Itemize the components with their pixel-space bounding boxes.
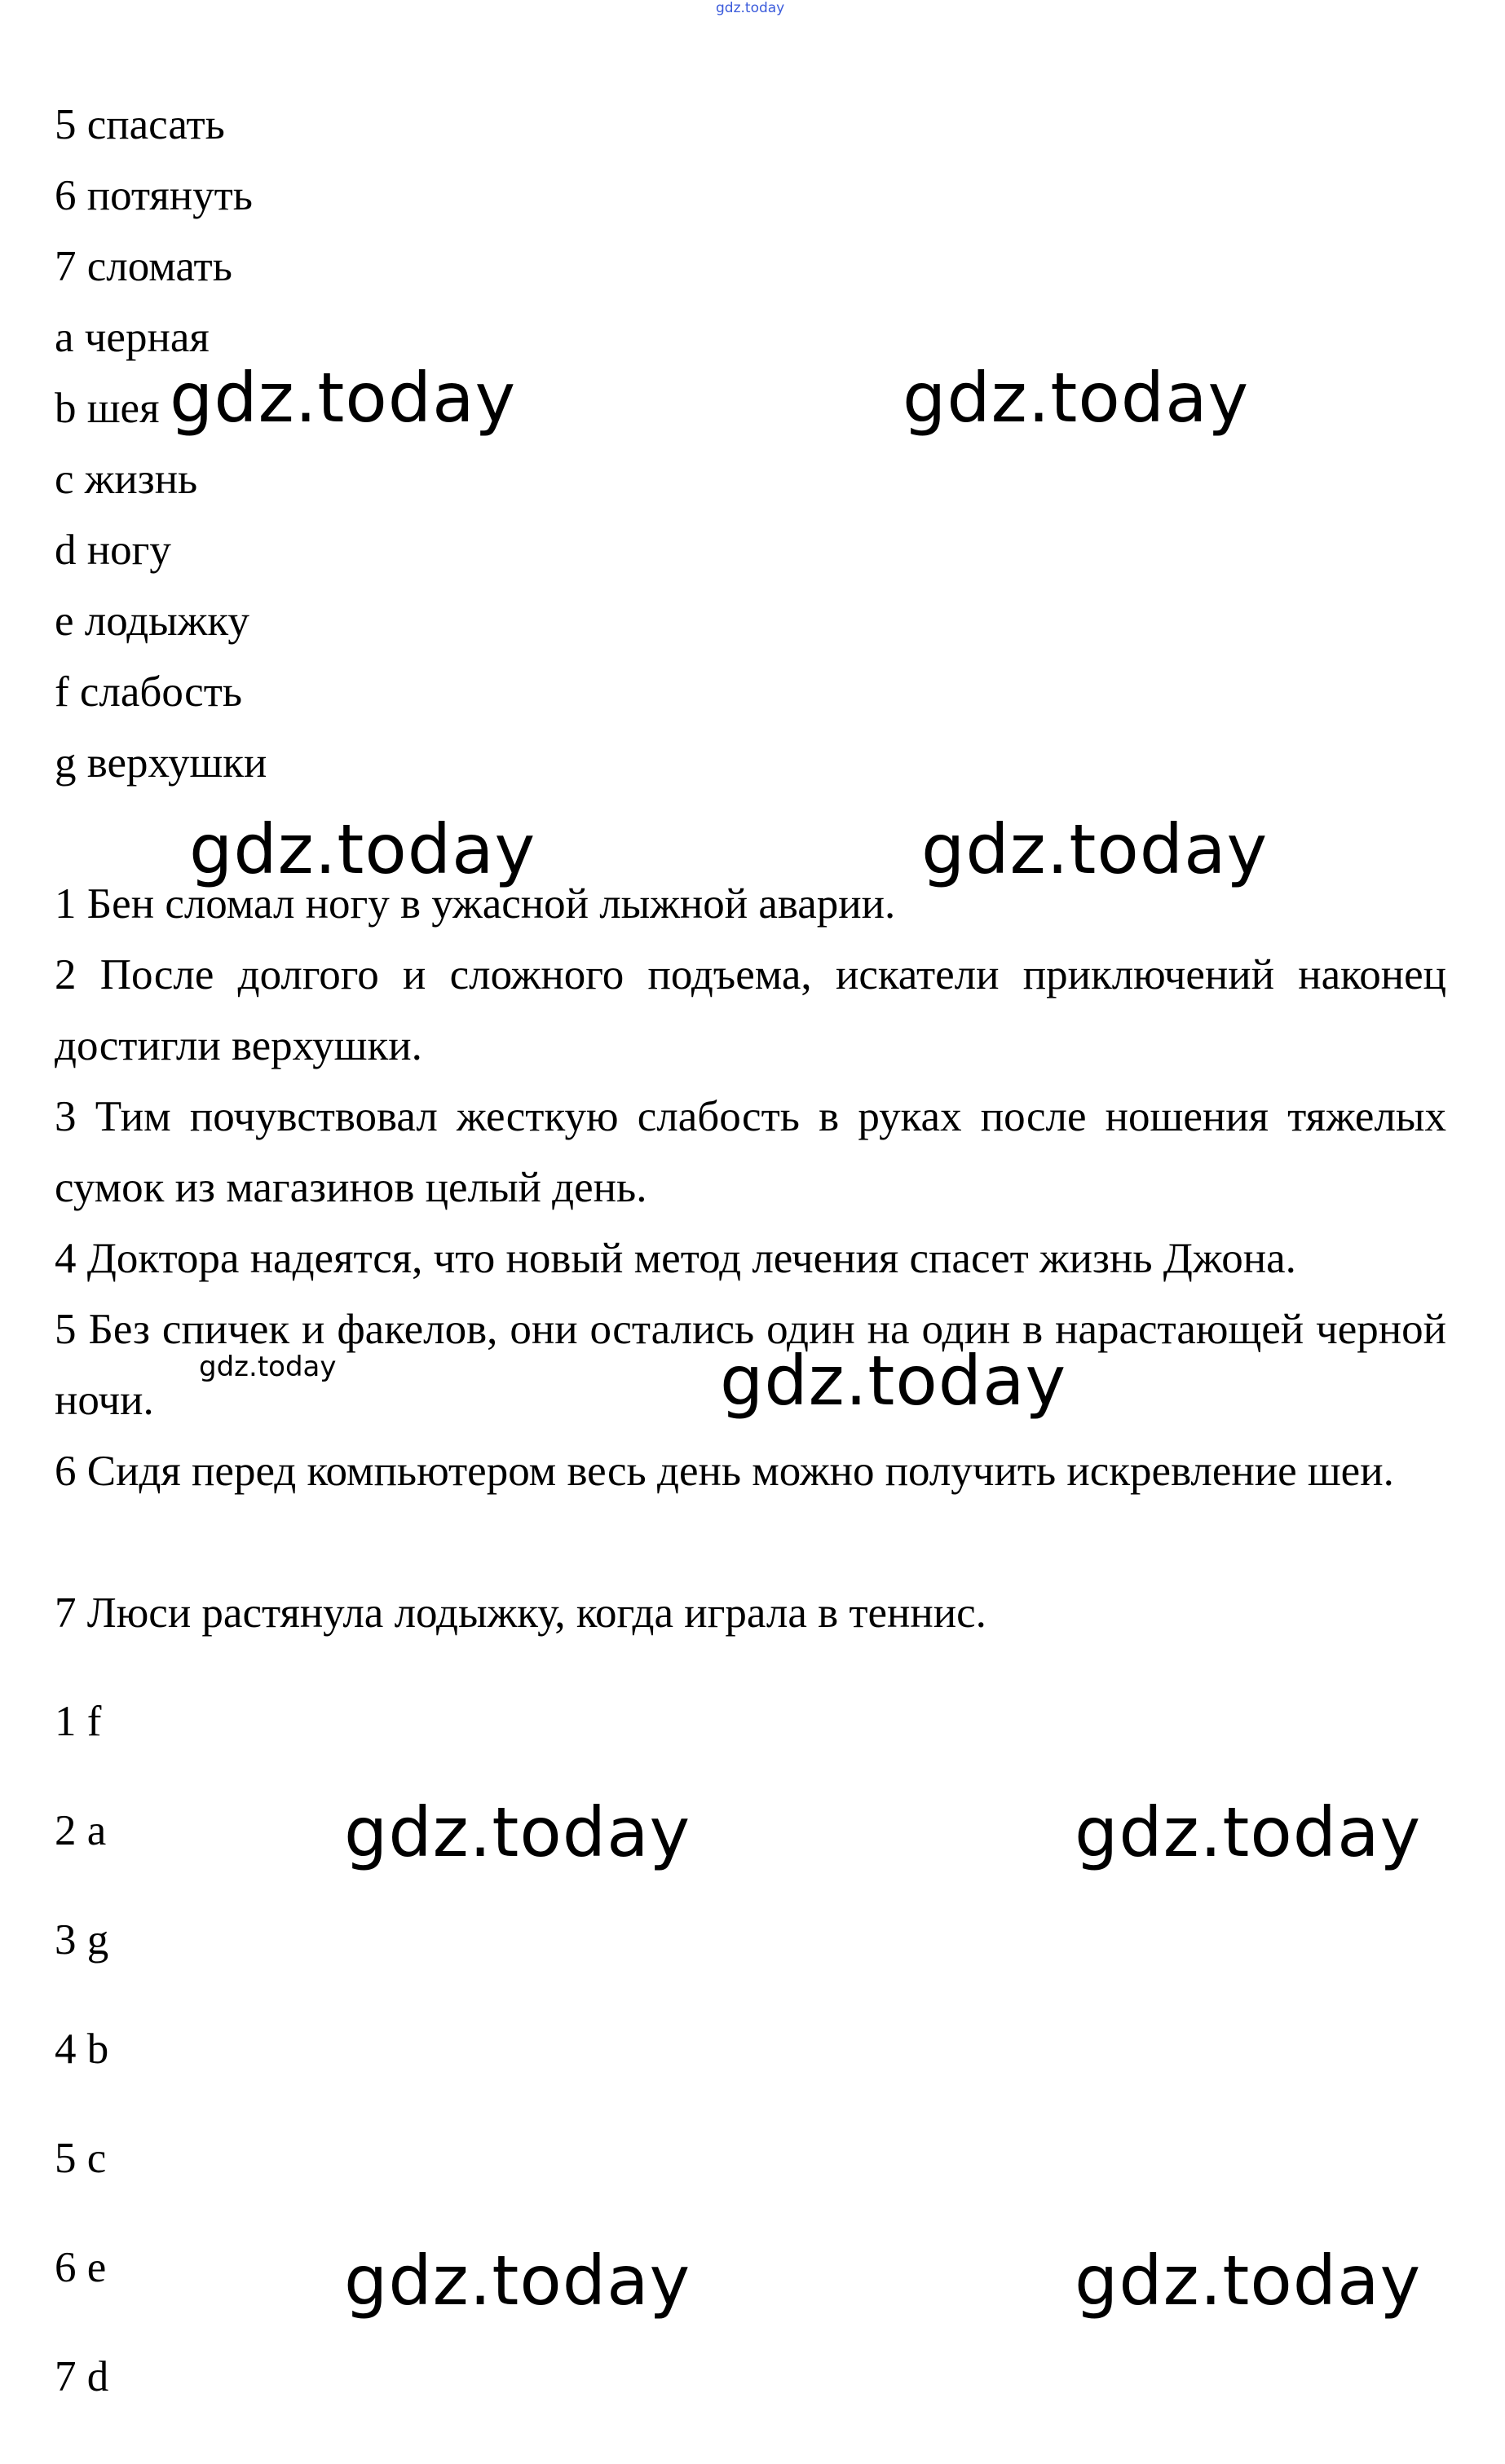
watermark: gdz.today xyxy=(720,1341,1067,1421)
watermark: gdz.today xyxy=(903,358,1250,438)
word-list-item: 6 потянуть xyxy=(55,172,253,219)
answer-item: 2 a xyxy=(55,1807,107,1854)
header-watermark: gdz.today xyxy=(716,0,785,16)
sentence: 4 Доктора надеятся, что новый метод лечения спасет жизнь Джона. xyxy=(55,1235,1296,1282)
word-list-item: a черная xyxy=(55,314,210,361)
watermark: gdz.today xyxy=(921,809,1269,889)
watermark: gdz.today xyxy=(344,2241,691,2321)
word-list-item: e лодыжку xyxy=(55,597,249,645)
word-list-item: 7 сломать xyxy=(55,243,232,290)
watermark: gdz.today xyxy=(170,358,517,438)
sentence: 6 Сидя перед компьютером весь день можно получить искревление шеи. xyxy=(55,1448,1394,1495)
answer-item: 7 d xyxy=(55,2353,109,2400)
sentence: 1 Бен сломал ногу в ужасной лыжной аварии. xyxy=(55,880,896,928)
word-list-item: f слабость xyxy=(55,668,243,716)
answer-item: 5 c xyxy=(55,2135,107,2182)
watermark: gdz.today xyxy=(344,1792,691,1872)
word-list-item: g верхушки xyxy=(55,739,267,787)
answer-item: 1 f xyxy=(55,1698,102,1745)
answer-item: 6 e xyxy=(55,2244,107,2291)
sentence: 2 После долгого и сложного подъема, искатели приключений наконец достигли верхушки. xyxy=(55,951,1446,1069)
watermark: gdz.today xyxy=(199,1351,337,1383)
word-list-item: b шея xyxy=(55,385,160,432)
watermark: gdz.today xyxy=(189,809,536,889)
word-list-item: c жизнь xyxy=(55,456,198,503)
word-list-item: 5 спасать xyxy=(55,101,225,148)
sentence: 3 Тим почувствовал жесткую слабость в руках после ношения тяжелых сумок из магазинов целый день. xyxy=(55,1093,1446,1211)
answer-item: 4 b xyxy=(55,2025,109,2073)
sentence: 5 Без спичек и факелов, они остались один на один в нарастающей черной ночи. xyxy=(55,1306,1446,1424)
answer-item: 3 g xyxy=(55,1916,109,1964)
watermark: gdz.today xyxy=(1075,1792,1422,1872)
watermark: gdz.today xyxy=(1075,2241,1422,2321)
word-list-item: d ногу xyxy=(55,527,171,574)
sentence: 7 Люси растянула лодыжку, когда играла в теннис. xyxy=(55,1589,986,1637)
